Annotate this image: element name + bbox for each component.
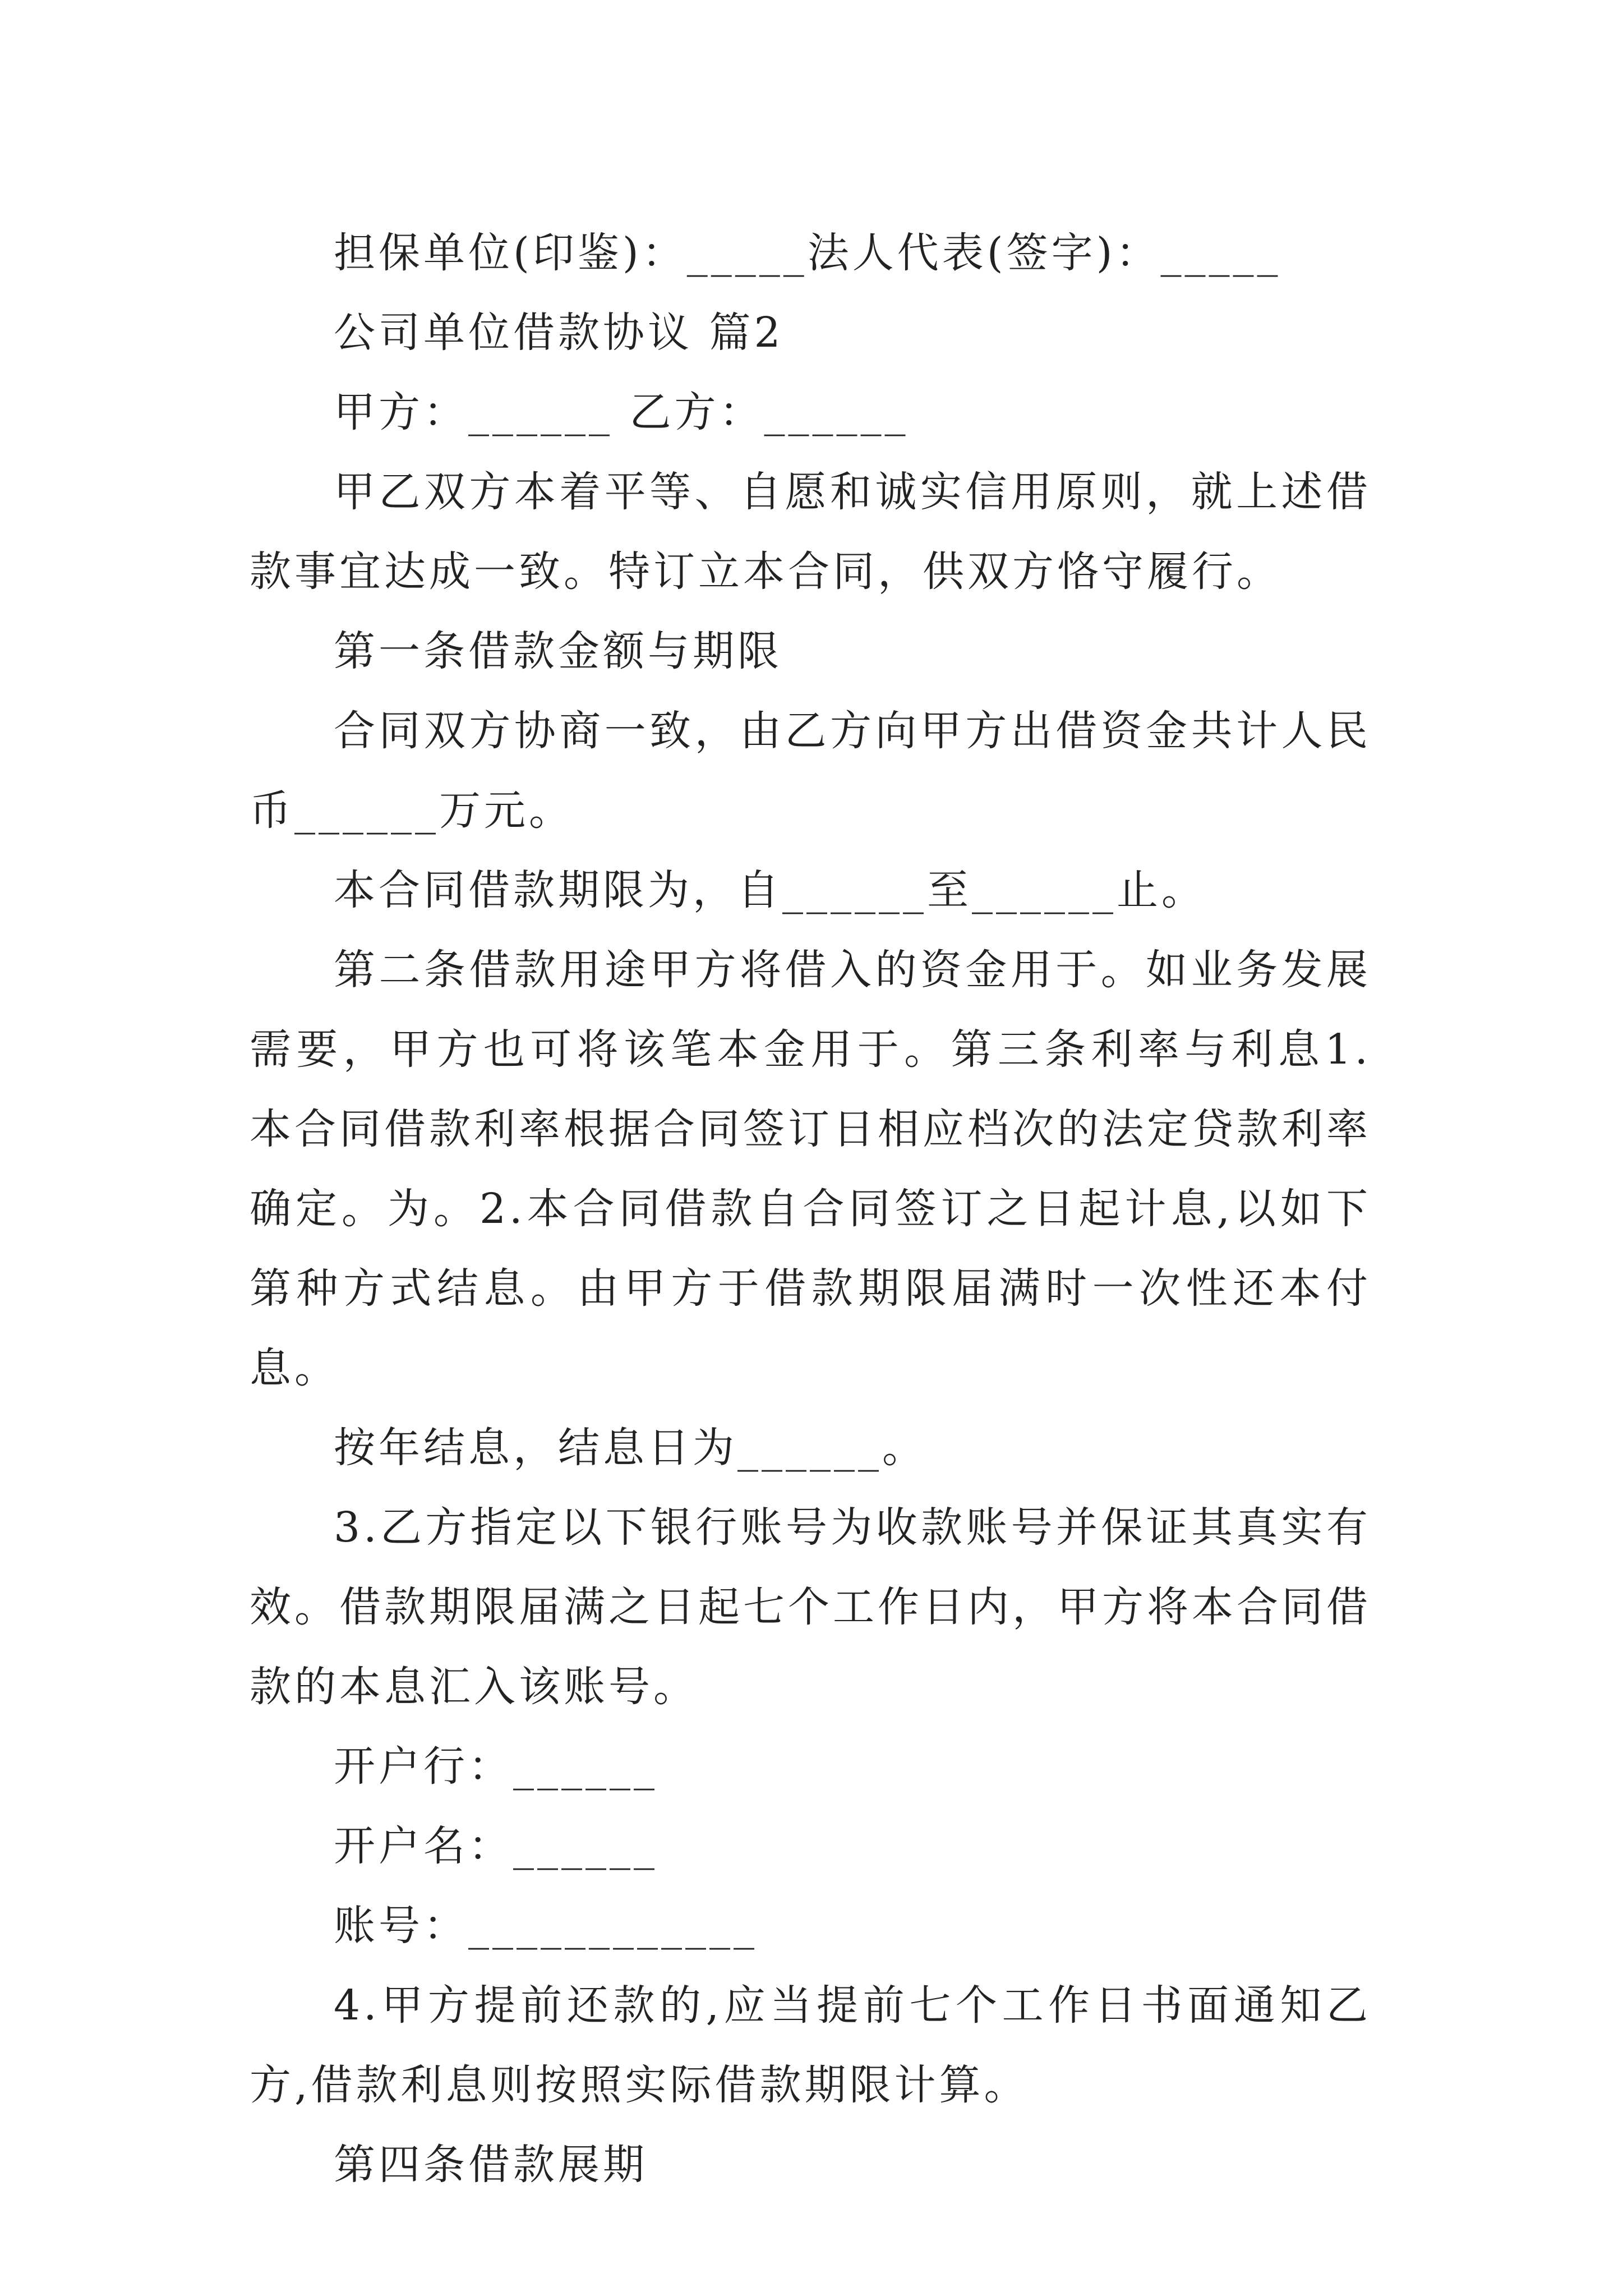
account-name-line: 开户名：______ (334, 1822, 658, 1870)
bank-name-line: 开户行：______ (334, 1742, 658, 1791)
parties-line: 甲方：______ 乙方：______ (334, 388, 909, 436)
loan-term-paragraph: 本合同借款期限为，自______至______止。 (334, 866, 1206, 914)
preamble-paragraph: 甲乙双方本着平等、自愿和诚实信用原则，就上述借款事宜达成一致。特订立本合同，供双方恪守履行。 (250, 468, 1371, 596)
early-repayment-paragraph: 4.甲方提前还款的,应当提前七个工作日书面通知乙方,借款利息则按照实际借款期限计算。 (250, 1981, 1371, 2109)
article-1-heading: 第一条借款金额与期限 (334, 627, 782, 675)
article-4-heading: 第四条借款展期 (334, 2141, 648, 2189)
section-title: 公司单位借款协议 篇2 (334, 309, 784, 357)
loan-amount-paragraph: 合同双方协商一致，由乙方向甲方出借资金共计人民币______万元。 (250, 707, 1371, 835)
guarantor-signature-line: 担保单位(印鉴)：_____法人代表(签字)：_____ (334, 229, 1281, 277)
repayment-account-paragraph: 3.乙方指定以下银行账号为收款账号并保证其真实有效。借款期限届满之日起七个工作日内，甲方将本合同借款的本息汇入该账号。 (250, 1503, 1371, 1711)
document-body (250, 213, 1371, 2205)
account-number-line: 账号：____________ (334, 1902, 758, 1950)
interest-settlement-paragraph: 按年结息，结息日为______。 (334, 1424, 927, 1472)
article-2-3-paragraph: 第二条借款用途甲方将借入的资金用于。如业务发展需要，甲方也可将该笔本金用于。第三条利率与利息1.本合同借款利率根据合同签订日相应档次的法定贷款利率确定。为。2.本合同借款自合同签订之日起计息,以如下第种方式结息。由甲方于借款期限届满时一次性还本付息。 (250, 946, 1371, 1392)
